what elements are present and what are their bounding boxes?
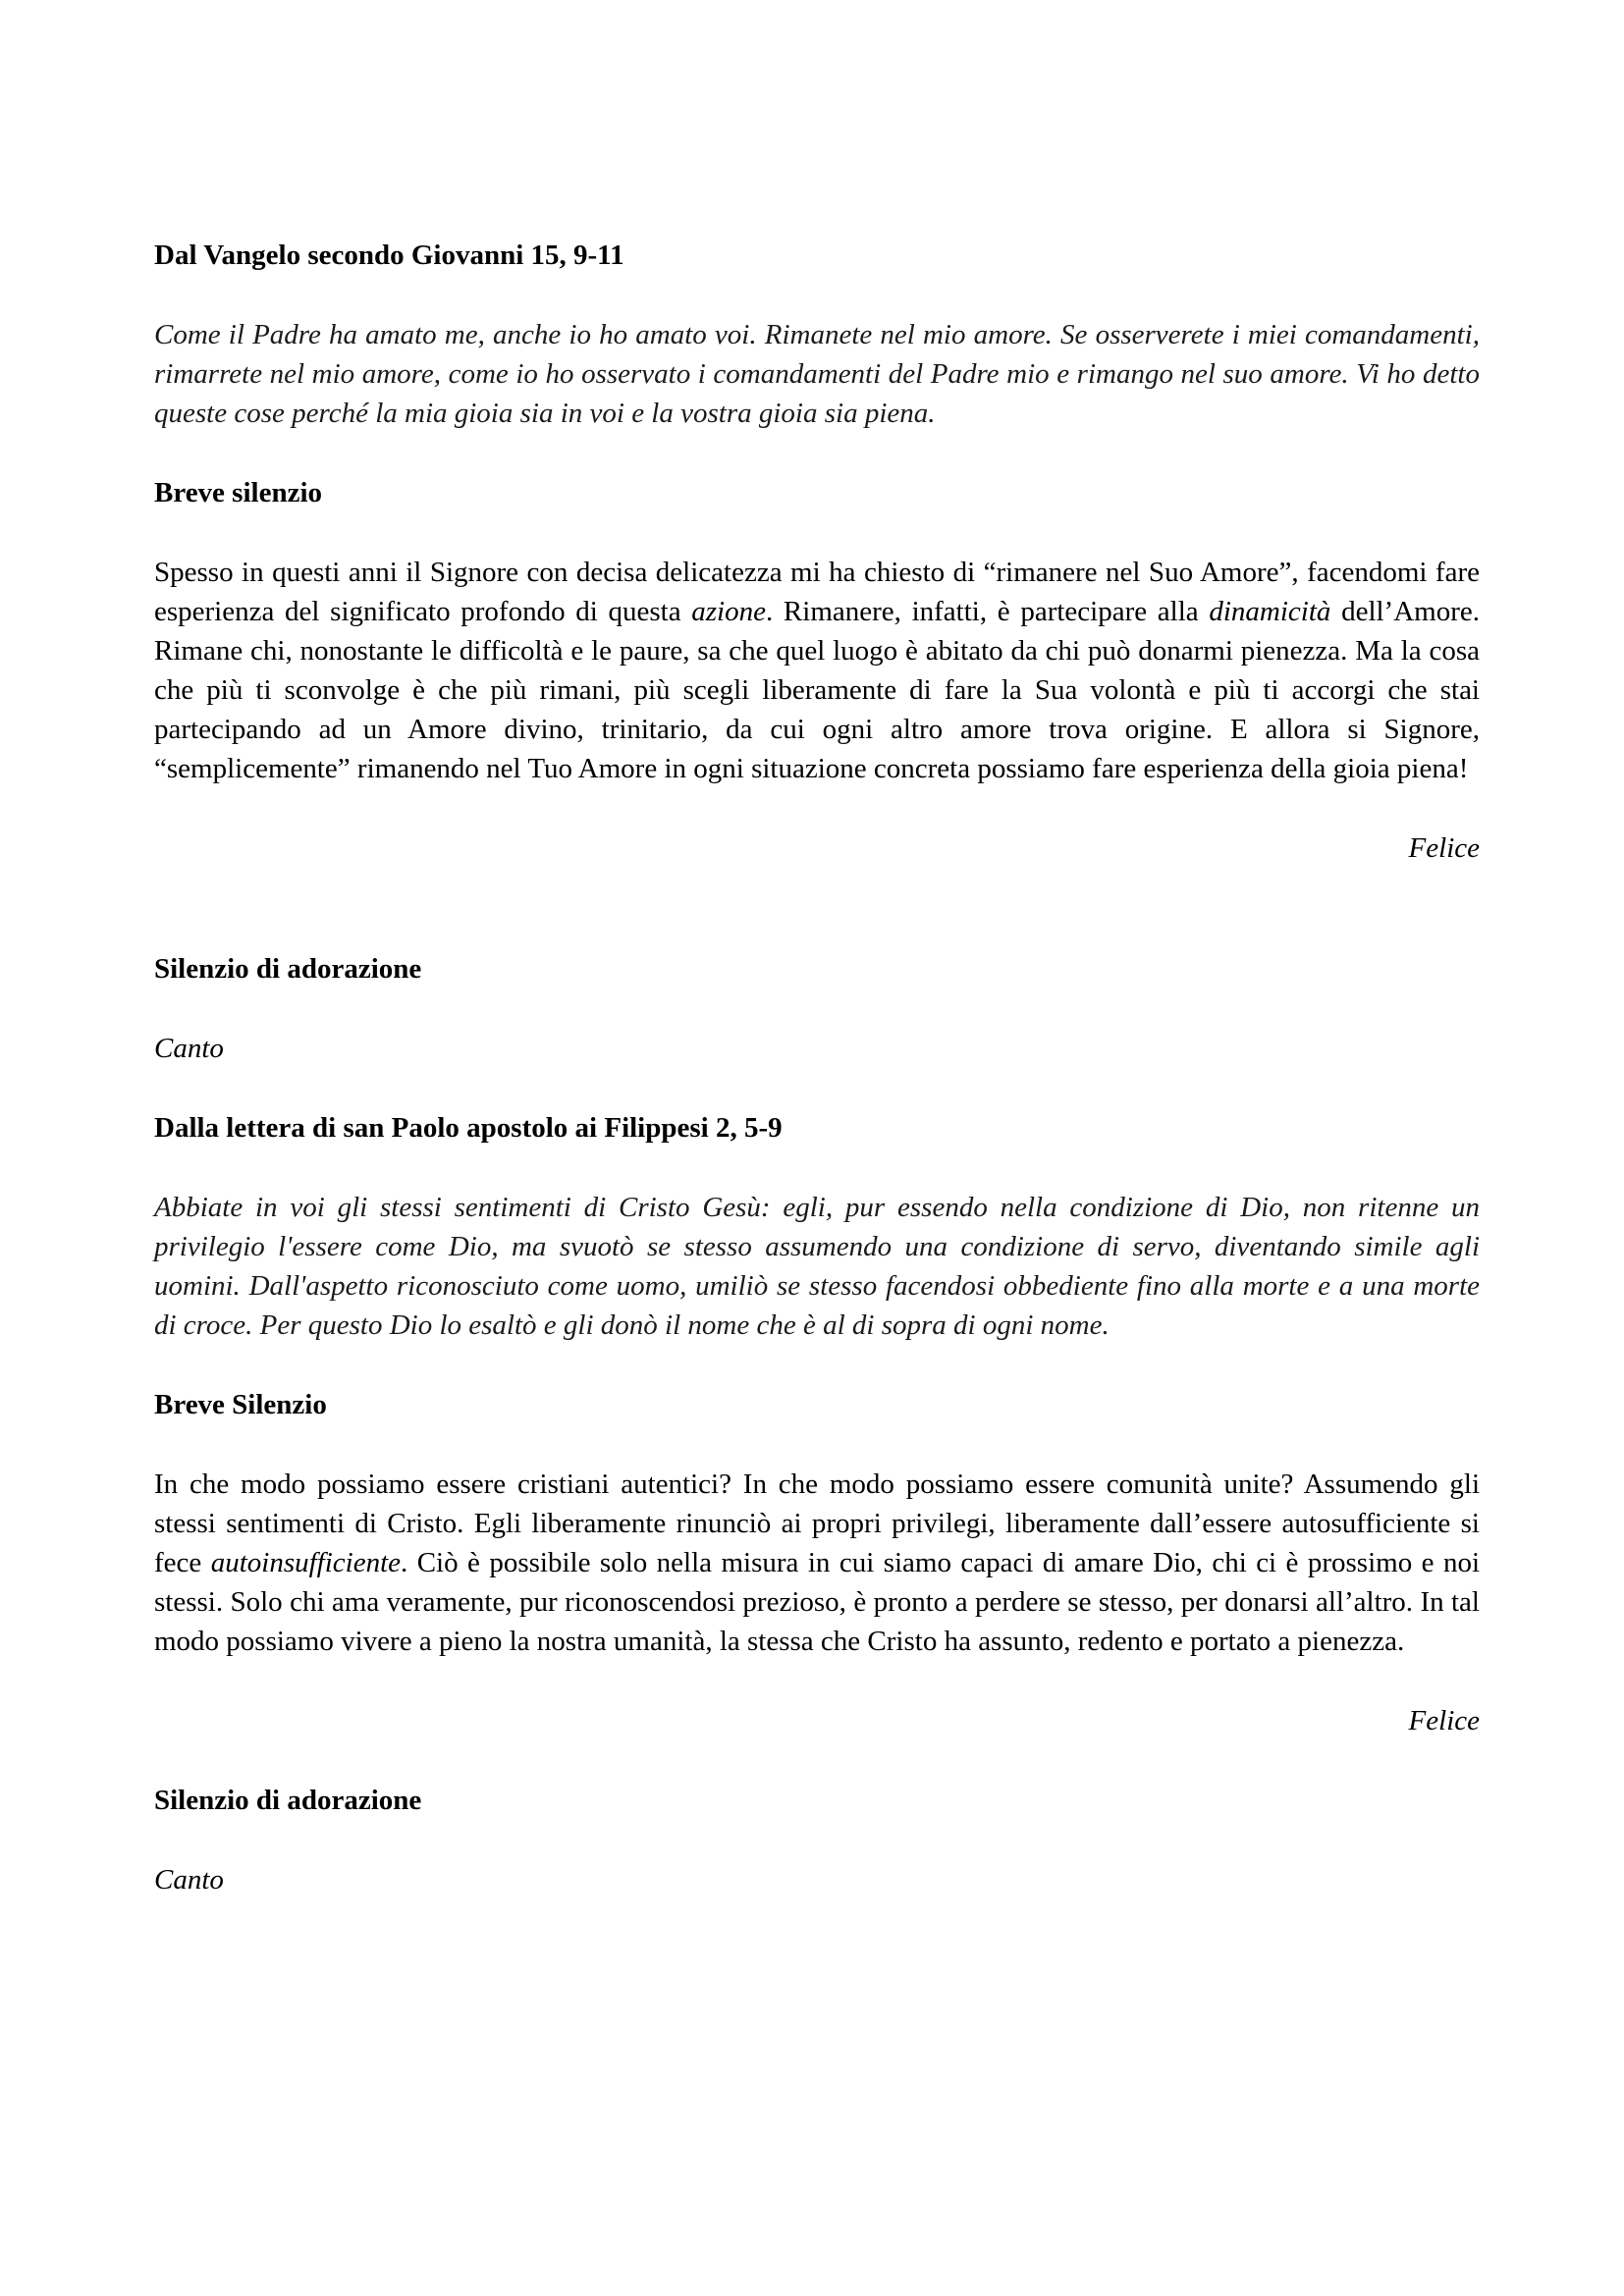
reflection-1-emphasis-dinamicita: dinamicità (1209, 596, 1331, 627)
signature-1: Felice (1408, 832, 1480, 864)
reflection-1-text-c: dell’Amore. Rimane chi, nonostante le difficoltà e le paure, sa che quel luogo è abitato da chi può donarmi pienezza. Ma la cosa che più ti sconvolge è che più rimani, più scegli liberamente di fare la Sua volontà e più ti accorgi che stai partecipando ad un Amore divino, trinitario, da cui ogni altro amore trova origine. E allora si Signore, “semplicemente” rimanendo nel Tuo Amore in ogni situazione concreta possiamo fare esperienza della gioia piena! (154, 596, 1480, 784)
reflection-2-text-a: In che modo possiamo essere cristiani autentici? In che modo possiamo essere comunità unite? Assumendo gli stessi sentimenti di Cristo. Egli liberamente rinunciò ai propri privilegi, liberamente dall’essere autosufficiente si fece (154, 1468, 1480, 1578)
adoration-heading-1: Silenzio di adorazione (154, 953, 422, 985)
short-silence-heading-2: Breve Silenzio (154, 1389, 327, 1420)
adoration-heading-2: Silenzio di adorazione (154, 1785, 422, 1816)
letter-heading: Dalla lettera di san Paolo apostolo ai Filippesi 2, 5-9 (154, 1112, 783, 1144)
letter-reading: Abbiate in voi gli stessi sentimenti di Cristo Gesù: egli, pur essendo nella condizione di Dio, non ritenne un privilegio l'essere come Dio, ma svuotò se stesso assumendo una condizione di servo, diventando simile agli uomini. Dall'aspetto riconosciuto come uomo, umiliò se stesso facendosi obbediente fino alla morte e a una morte di croce. Per questo Dio lo esaltò e gli donò il nome che è al di sopra di ogni nome. (154, 1192, 1480, 1341)
reflection-paragraph-1 (154, 553, 1480, 788)
reflection-1-text-a: Spesso in questi anni il Signore con decisa delicatezza mi ha chiesto di “rimanere nel Suo Amore”, facendomi fare esperienza del significato profondo di questa (154, 557, 1480, 627)
reflection-paragraph-2 (154, 1465, 1480, 1661)
gospel-reading: Come il Padre ha amato me, anche io ho amato voi. Rimanete nel mio amore. Se osserverete i miei comandamenti, rimarrete nel mio amore, come io ho osservato i comandamenti del Padre mio e rimango nel suo amore. Vi ho detto queste cose perché la mia gioia sia in voi e la vostra gioia sia piena. (154, 319, 1480, 429)
short-silence-heading-1: Breve silenzio (154, 477, 323, 508)
document-page (154, 236, 1480, 1899)
signature-2: Felice (1408, 1705, 1480, 1736)
reflection-2-emphasis-autoinsufficiente: autoinsufficiente (210, 1547, 402, 1578)
song-label-2: Canto (154, 1864, 224, 1896)
gospel-heading: Dal Vangelo secondo Giovanni 15, 9-11 (154, 240, 624, 271)
reflection-1-emphasis-azione: azione (691, 596, 766, 627)
reflection-2-text-b: . Ciò è possibile solo nella misura in cui siamo capaci di amare Dio, chi ci è prossimo e noi stessi. Solo chi ama veramente, pur riconoscendosi prezioso, è pronto a perdere se stesso, per donarsi all’altro. In tal modo possiamo vivere a pieno la nostra umanità, la stessa che Cristo ha assunto, redento e portato a pienezza. (154, 1547, 1481, 1657)
reflection-1-text-b: . Rimanere, infatti, è partecipare alla (765, 596, 1210, 627)
song-label-1: Canto (154, 1033, 224, 1064)
